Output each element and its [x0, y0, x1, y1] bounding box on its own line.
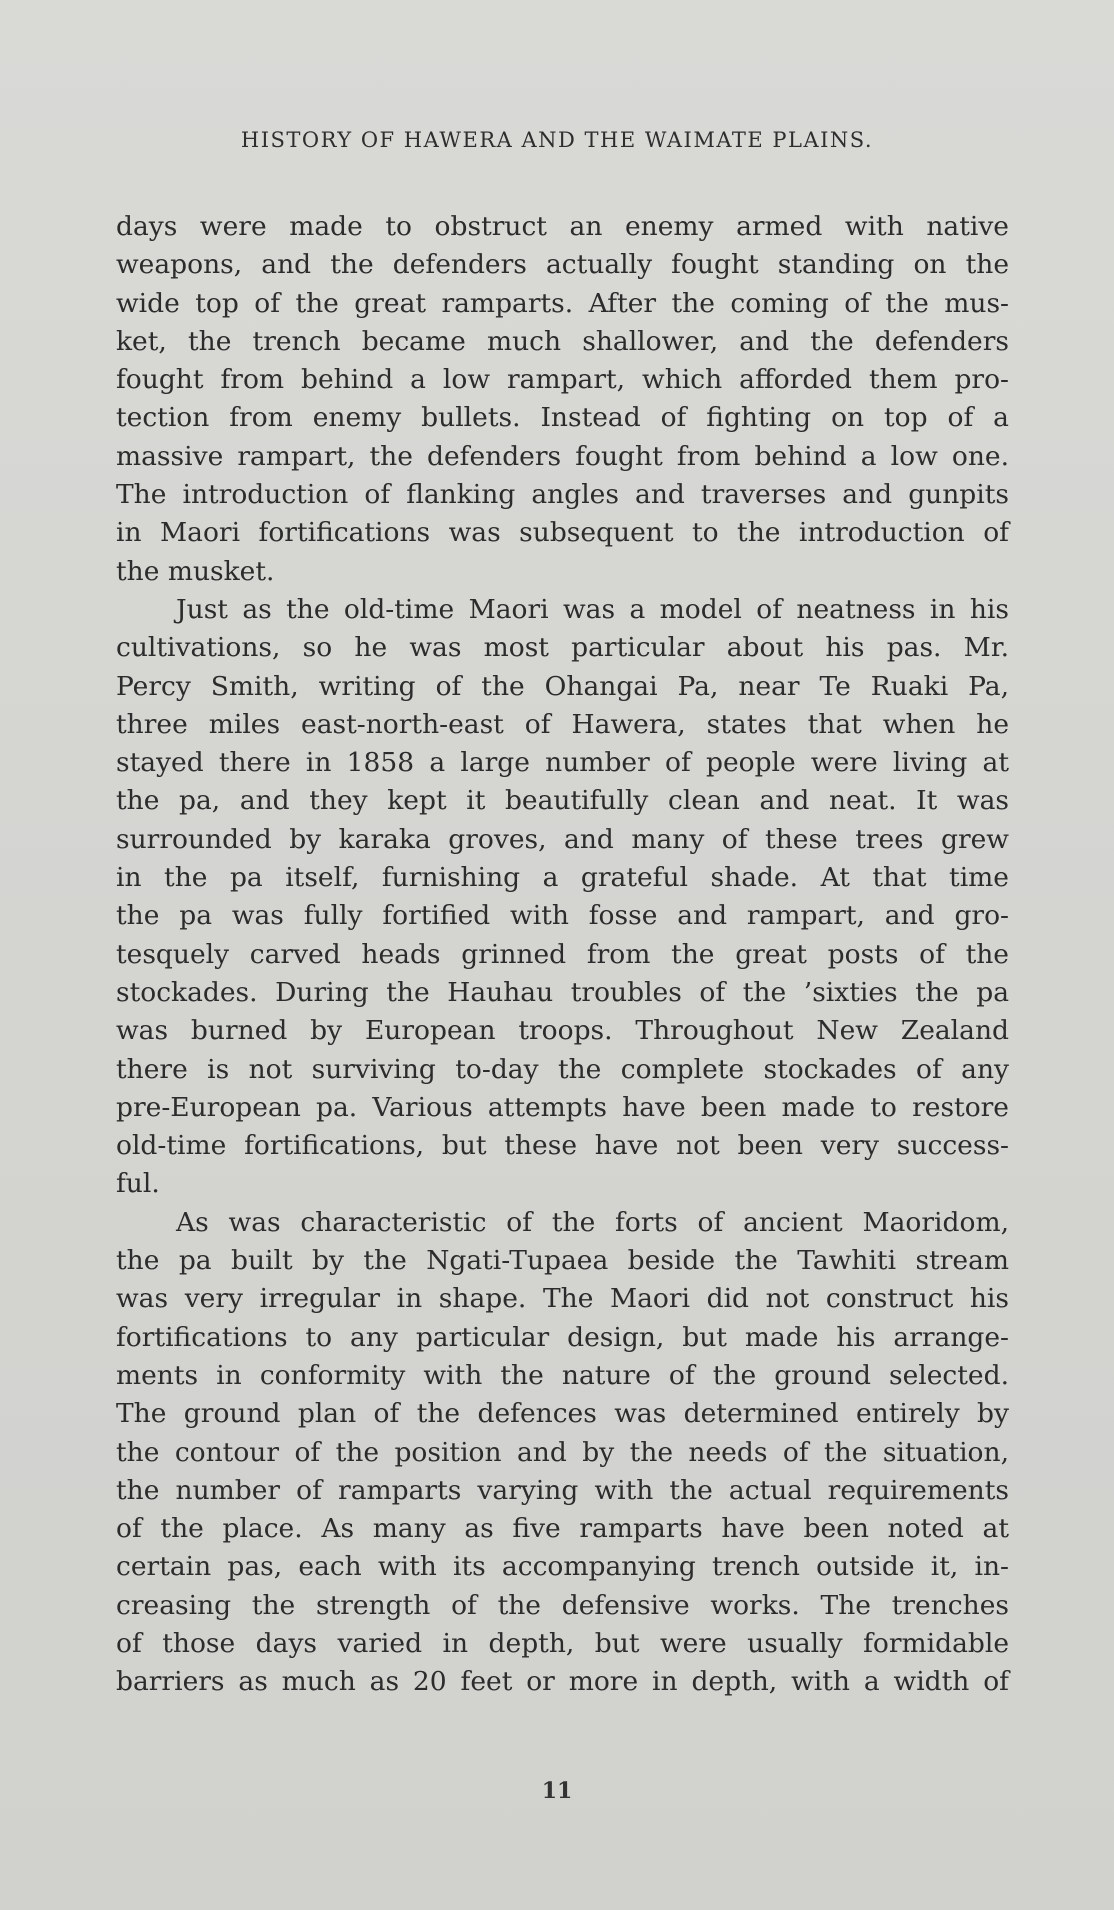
text-line: the contour of the position and by the needs of the situation, [116, 1436, 1009, 1468]
text-line: old-time fortifications, but these have not been very success- [116, 1130, 1009, 1162]
text-line: the pa built by the Ngati-Tupaea beside the Tawhiti stream [116, 1245, 1009, 1277]
text-line: fought from behind a low rampart, which afforded them pro- [116, 364, 1009, 396]
text-line: pre-European pa. Various attempts have been made to restore [116, 1091, 1009, 1123]
text-line: barriers as much as 20 feet or more in depth, with a width of [116, 1666, 1009, 1698]
text-line: As was characteristic of the forts of ancient Maoridom, [176, 1206, 1009, 1238]
text-line: there is not surviving to-day the complete stockades of any [116, 1053, 1009, 1085]
text-line: was burned by European troops. Throughout New Zealand [116, 1015, 1009, 1047]
paragraph-3 [116, 1204, 1009, 1702]
text-line: of those days varied in depth, but were usually formidable [116, 1627, 1009, 1659]
body-text [116, 208, 1009, 1702]
text-line: creasing the strength of the defensive works. The trenches [116, 1589, 1009, 1621]
text-line: the pa, and they kept it beautifully clean and neat. It was [116, 785, 1009, 817]
text-line: Percy Smith, writing of the Ohangai Pa, near Te Ruaki Pa, [116, 670, 1009, 702]
text-line: wide top of the great ramparts. After the coming of the mus- [116, 287, 1009, 319]
text-line: ments in conformity with the nature of the ground selected. [116, 1359, 1009, 1391]
text-line: certain pas, each with its accompanying trench outside it, in- [116, 1551, 1009, 1583]
text-line: of the place. As many as five ramparts have been noted at [116, 1513, 1009, 1545]
text-line: Just as the old-time Maori was a model of neatness in his [176, 593, 1009, 625]
text-line: days were made to obstruct an enemy armed with native [116, 211, 1009, 242]
text-line: tesquely carved heads grinned from the great posts of the [116, 938, 1009, 970]
page-number: 11 [541, 1778, 573, 1804]
paragraph-2 [116, 591, 1009, 1204]
text-line: stayed there in 1858 a large number of people were living at [116, 747, 1009, 779]
text-line: massive rampart, the defenders fought from behind a low one. [116, 440, 1009, 472]
text-line: cultivations, so he was most particular about his pas. Mr. [116, 632, 1009, 664]
text-line: in the pa itself, furnishing a grateful shade. At that time [116, 862, 1009, 894]
running-head: HISTORY OF HAWERA AND THE WAIMATE PLAINS. [240, 128, 874, 152]
text-line: fortifications to any particular design, but made his arrange- [116, 1321, 1009, 1353]
text-line: The ground plan of the defences was determined entirely by [116, 1398, 1009, 1430]
text-line: ket, the trench became much shallower, and the defenders [116, 325, 1009, 357]
text-line: the number of ramparts varying with the actual requirements [116, 1474, 1009, 1506]
text-line: stockades. During the Hauhau troubles of the ’sixties the pa [116, 976, 1009, 1008]
paragraph-1 [116, 208, 1009, 591]
text-line: was very irregular in shape. The Maori did not construct his [116, 1283, 1009, 1315]
text-line: the musket. [116, 555, 275, 587]
text-line: in Maori fortifications was subsequent to the introduction of [116, 517, 1009, 549]
text-line: surrounded by karaka groves, and many of these trees grew [116, 823, 1009, 855]
text-line: weapons, and the defenders actually fought standing on the [116, 249, 1009, 281]
text-line: ful. [116, 1168, 160, 1200]
text-line: the pa was fully fortified with fosse and rampart, and gro- [116, 900, 1009, 932]
text-line: The introduction of flanking angles and traverses and gunpits [116, 479, 1009, 511]
text-line: three miles east-north-east of Hawera, states that when he [116, 708, 1009, 740]
text-line: tection from enemy bullets. Instead of fighting on top of a [116, 402, 1009, 434]
